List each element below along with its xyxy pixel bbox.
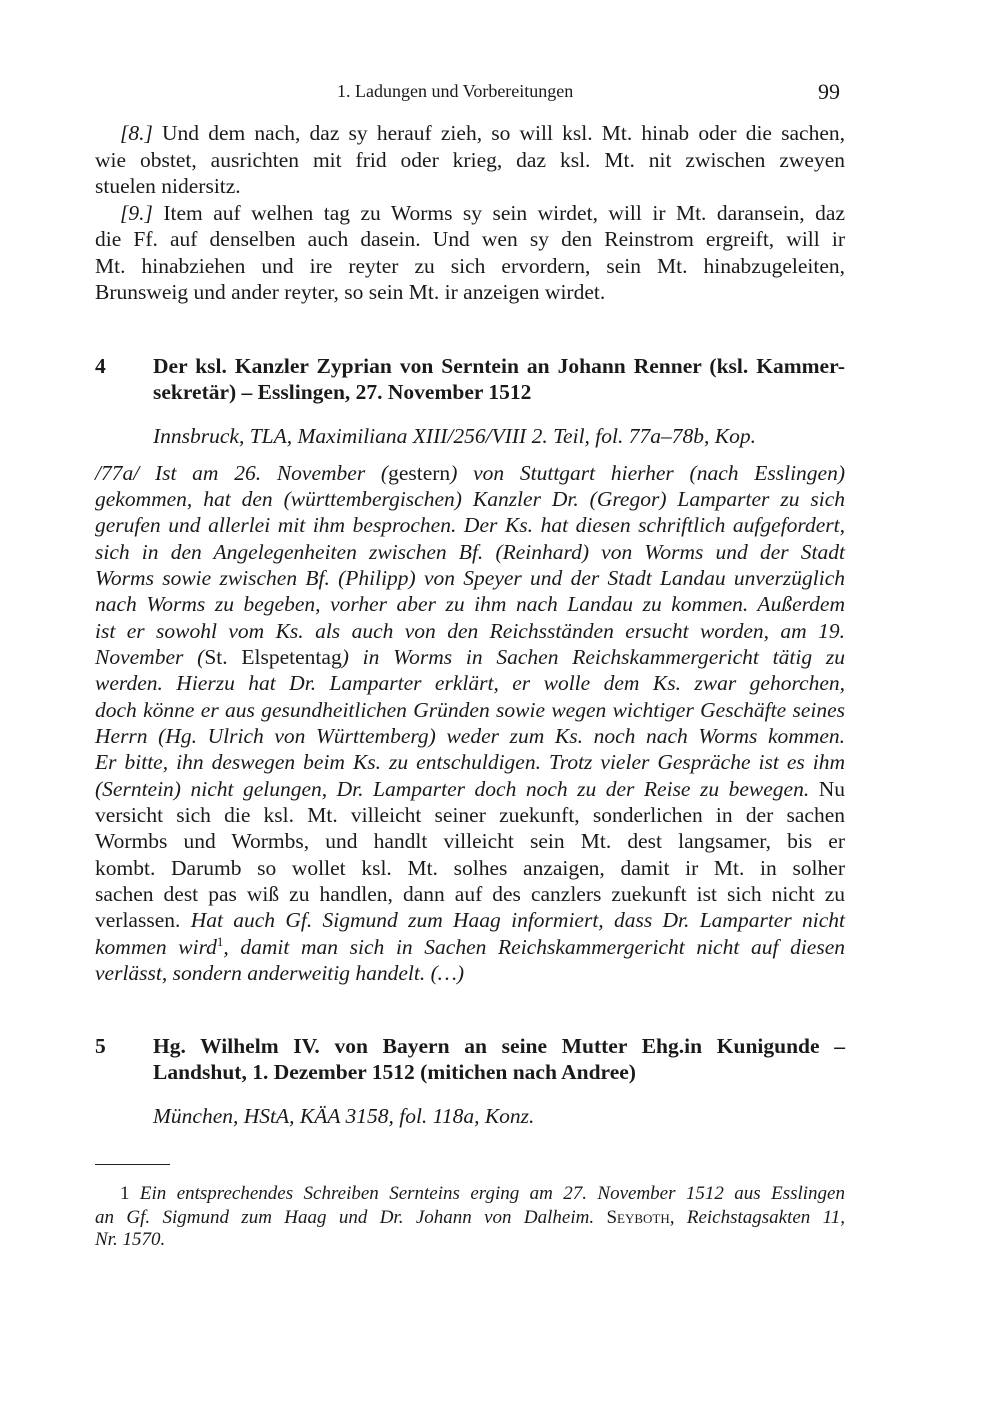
footnote-line: [95, 1229, 845, 1251]
text-line: [95, 512, 845, 538]
text-segment: verlässt, sondern anderweitig handelt. (…): [95, 961, 465, 985]
text-segment: an Gf. Sigmund zum Haag und Dr. Johann von Dalheim.: [95, 1207, 607, 1228]
text-segment: kommen wird: [95, 935, 217, 959]
text-line: [95, 670, 845, 696]
text-line: [95, 618, 845, 644]
text-segment: Innsbruck, TLA, Maximiliana XIII/256/VIII 2. Teil, fol. 77a–78b, Kop.: [153, 424, 756, 448]
text-segment: kombt. Darumb so wollet ksl. Mt. solhes anzaigen, damit ir Mt. in solher: [95, 856, 845, 880]
page-number: 99: [818, 79, 840, 104]
heading-line: [153, 353, 845, 379]
text-segment: Wormbs und Wormbs, und handlt villeicht sein Mt. dest langsamer, bis er: [95, 829, 845, 853]
text-segment: sich in den Angelegenheiten zwischen Bf. (Reinhard) von Worms und der Stadt: [95, 540, 845, 564]
text-line: [95, 460, 845, 486]
text-segment: gekommen, hat den (württembergischen) Kanzler Dr. (Gregor) Lamparter zu sich: [95, 487, 845, 511]
text-segment: Nu: [818, 777, 845, 801]
text-segment: [8.]: [120, 121, 163, 145]
text-segment: Brunsweig und ander reyter, so sein Mt. ir anzeigen wirdet.: [95, 280, 606, 304]
text-segment: St. Elspetentag: [204, 645, 342, 669]
footnote-divider: [95, 1164, 170, 1165]
text-segment: Er bitte, ihn deswegen beim Ks. zu entschuldigen. Trotz vieler Gespräche ist es ihm: [95, 750, 845, 774]
text-segment: Hg. Wilhelm IV. von Bayern an seine Mutter Ehg.in Kunigunde –: [153, 1034, 845, 1058]
text-segment: gerufen und allerlei mit ihm besprochen. Der Ks. hat diesen schriftlich aufgefordert,: [95, 513, 845, 537]
source-line: [153, 423, 845, 449]
text-segment: 1: [120, 1183, 140, 1204]
running-title: 1. Ladungen und Vorbereitungen: [337, 81, 574, 101]
text-line: [95, 539, 845, 565]
text-segment: sekretär) – Esslingen, 27. November 1512: [153, 380, 532, 404]
text-line: [95, 644, 845, 670]
source-line: [153, 1103, 845, 1129]
text-segment: die Ff. auf denselben auch dasein. Und wen sy den Reinstrom ergreift, will ir: [95, 227, 845, 251]
text-line: [95, 565, 845, 591]
text-segment: sachen dest pas wiß zu handlen, dann auf des canzlers zuekunft ist sich nicht zu: [95, 882, 845, 906]
text-line: [95, 723, 845, 749]
text-segment: ) von Stuttgart hierher (nach Esslingen): [450, 461, 845, 485]
text-line: [95, 697, 845, 723]
text-segment: , Reichstagsakten 11,: [669, 1207, 845, 1228]
text-line: [95, 881, 845, 907]
text-line: [95, 802, 845, 828]
heading-line: [153, 379, 845, 405]
text-line: [95, 934, 845, 960]
text-line: [95, 776, 845, 802]
text-segment: ) in Worms in Sachen Reichskammergericht tätig zu: [341, 645, 846, 669]
text-segment: werden. Hierzu hat Dr. Lamparter erklärt, er wolle dem Ks. zwar gehorchen,: [95, 671, 845, 695]
text-line: [95, 749, 845, 775]
text-segment: , damit man sich in Sachen Reichskammergericht nicht auf diesen: [223, 935, 845, 959]
text-segment: München, HStA, KÄA 3158, fol. 118a, Konz.: [153, 1104, 535, 1128]
text-segment: doch könne er aus gesundheitlichen Gründen sowie wegen wichtiger Geschäfte seines: [95, 698, 845, 722]
text-segment: [9.]: [120, 201, 164, 225]
text-line: [95, 486, 845, 512]
document-number: 4: [95, 354, 106, 378]
text-segment: Item auf welhen tag zu Worms sy sein wirdet, will ir Mt. daransein, daz: [163, 201, 845, 225]
text-segment: Ein entsprechendes Schreiben Sernteins erging am 27. November 1512 aus Esslingen: [139, 1183, 845, 1204]
text-line: [95, 855, 845, 881]
footnote-line: [120, 1183, 845, 1205]
text-line: [95, 147, 845, 173]
text-segment: (Serntein) nicht gelungen, Dr. Lamparter doch noch zu der Reise zu bewegen.: [95, 777, 819, 801]
text-line: [120, 120, 845, 146]
text-segment: Und dem nach, daz sy herauf zieh, so will ksl. Mt. hinab oder die sachen,: [162, 121, 845, 145]
text-line: [95, 279, 845, 305]
text-segment: Der ksl. Kanzler Zyprian von Serntein an Johann Renner (ksl. Kammer-: [153, 354, 845, 378]
text-segment: November (: [95, 645, 205, 669]
footnote-line: [95, 1207, 845, 1229]
footnote-marker: 1: [216, 934, 224, 949]
text-segment: Landshut, 1. Dezember 1512 (mitichen nach Andree): [153, 1060, 636, 1084]
text-segment: /77a/ Ist am 26. November (: [95, 461, 389, 485]
text-segment: Herrn (Hg. Ulrich von Württemberg) weder zum Ks. noch nach Worms kommen.: [95, 724, 845, 748]
text-segment: versicht sich die ksl. Mt. villeicht seiner zuekunft, sonderlichen in der sachen: [95, 803, 845, 827]
text-segment: Worms sowie zwischen Bf. (Philipp) von Speyer und der Stadt Landau unverzüglich: [95, 566, 845, 590]
text-segment: Seyboth: [606, 1207, 670, 1228]
text-line: [120, 200, 845, 226]
document-number: 5: [95, 1034, 106, 1058]
heading-line: [153, 1033, 845, 1059]
text-line: [95, 907, 845, 933]
text-segment: wie obstet, ausrichten mit frid oder krieg, daz ksl. Mt. nit zwischen zweyen: [95, 148, 845, 172]
text-segment: verlassen.: [95, 908, 191, 932]
text-line: [95, 226, 845, 252]
text-line: [95, 828, 845, 854]
text-segment: nach Worms zu begeben, vorher aber zu ihm nach Landau zu kommen. Außerdem: [95, 592, 845, 616]
text-segment: gestern: [388, 461, 451, 485]
heading-line: [153, 1059, 845, 1085]
text-segment: Nr. 1570.: [95, 1229, 166, 1250]
text-line: [95, 591, 845, 617]
text-line: [95, 173, 845, 199]
text-segment: stuelen nidersitz.: [95, 174, 241, 198]
text-segment: Mt. hinabziehen und ire reyter zu sich ervordern, sein Mt. hinabzugeleiten,: [95, 254, 845, 278]
text-line: [95, 253, 845, 279]
text-line: [95, 960, 845, 986]
text-segment: ist er sowohl vom Ks. als auch von den Reichsständen ersucht worden, am 19.: [95, 619, 845, 643]
text-segment: Hat auch Gf. Sigmund zum Haag informiert, dass Dr. Lamparter nicht: [190, 908, 845, 932]
